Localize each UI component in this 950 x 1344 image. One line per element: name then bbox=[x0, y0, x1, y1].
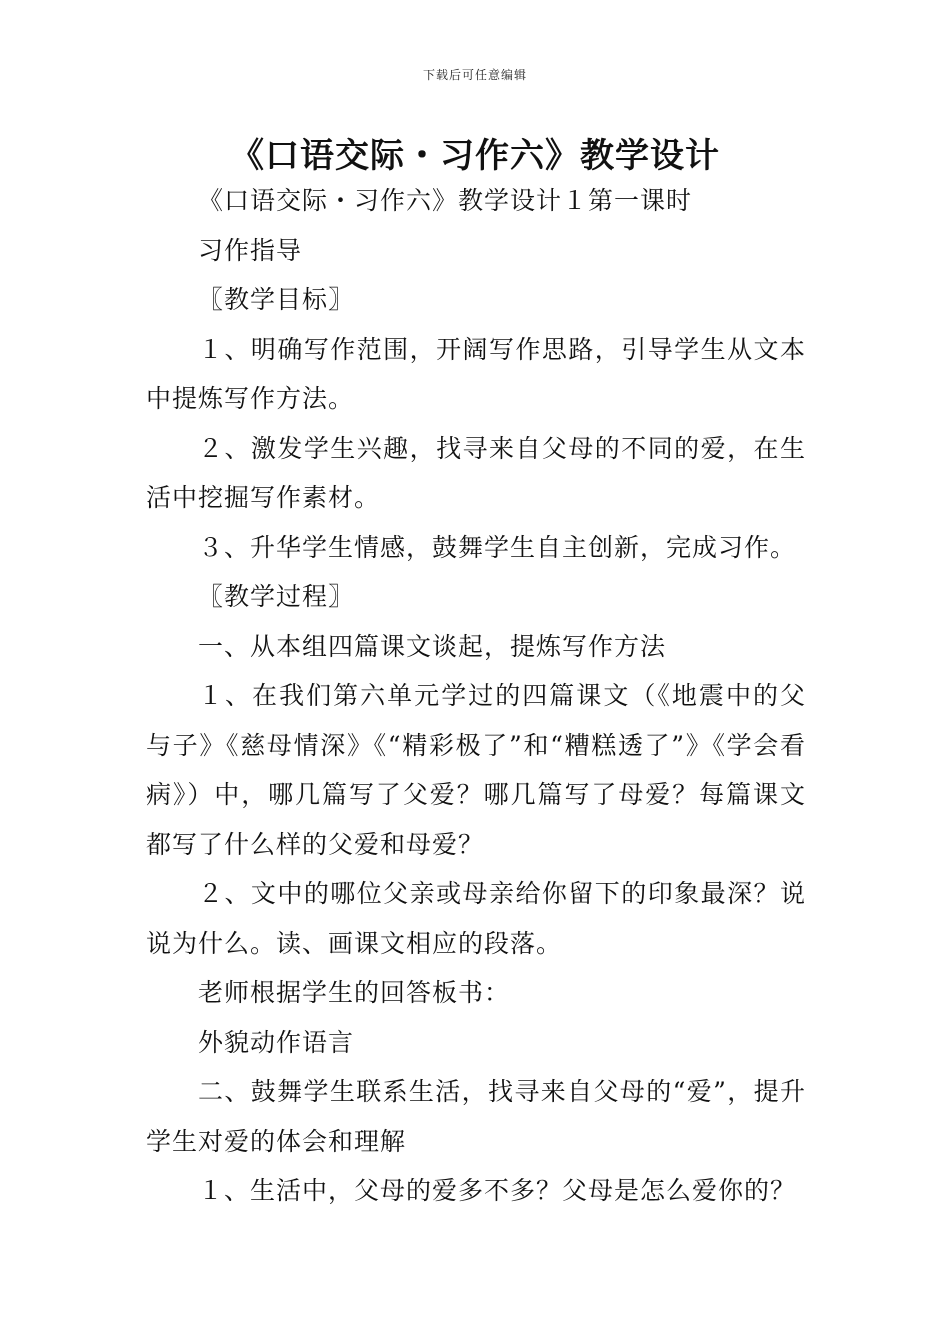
paragraph-teacher-note: 老师根据学生的回答板书： bbox=[198, 978, 511, 1007]
paragraph-step-1: 一、从本组四篇课文谈起，提炼写作方法 bbox=[198, 631, 667, 661]
paragraph-board-items: 外貌动作语言 bbox=[198, 1027, 355, 1057]
paragraph-question-3: １、生活中，父母的爱多不多？父母是怎么爱你的？ bbox=[198, 1176, 797, 1205]
paragraph-heading-goals: 〖教学目标〗 bbox=[198, 285, 355, 314]
paragraph-heading-process: 〖教学过程〗 bbox=[198, 582, 355, 611]
paragraph-goal-3: ３、升华学生情感，鼓舞学生自主创新，完成习作。 bbox=[198, 532, 797, 562]
page-header-note: 下载后可任意编辑 bbox=[422, 68, 527, 82]
paragraph-question-1: １、在我们第六单元学过的四篇课文（《地震中的父与子》《慈母情深》《“精彩极了”和“糟糕透了”》《学会看病》）中，哪几篇写了父爱？哪几篇写了母爱？每篇课文都写了什么样的父爱和母爱？ bbox=[146, 681, 806, 859]
document-title: 《口语交际・习作六》教学设计 bbox=[230, 136, 720, 176]
paragraph-goal-1: １、明确写作范围，开阔写作思路，引导学生从文本中提炼写作方法。 bbox=[146, 334, 806, 413]
paragraph-goal-2: ２、激发学生兴趣，找寻来自父母的不同的爱，在生活中挖掘写作素材。 bbox=[146, 433, 806, 512]
paragraph-question-2: ２、文中的哪位父亲或母亲给你留下的印象最深？说说为什么。读、画课文相应的段落。 bbox=[146, 879, 806, 958]
paragraph-section-label: 习作指导 bbox=[198, 235, 303, 265]
paragraph-subtitle: 《口语交际・习作六》教学设计１第一课时 bbox=[198, 186, 693, 215]
document-body bbox=[146, 176, 806, 1216]
paragraph-step-2: 二、鼓舞学生联系生活，找寻来自父母的“爱”，提升学生对爱的体会和理解 bbox=[146, 1077, 806, 1156]
